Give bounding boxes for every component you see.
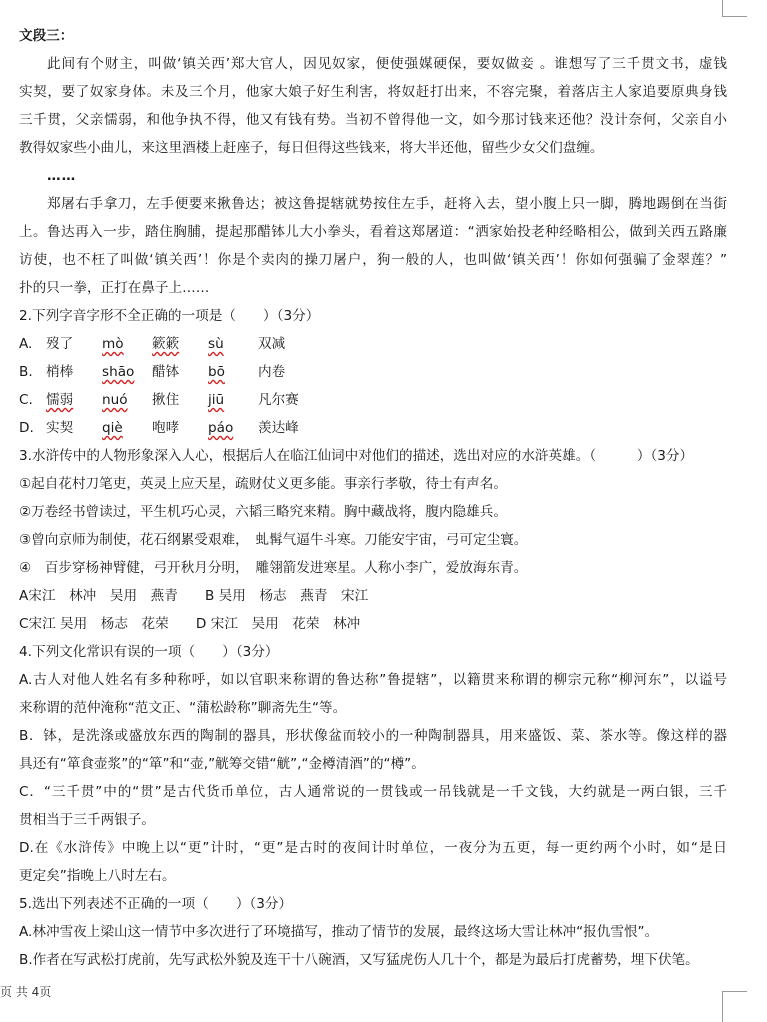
option-letter: C. [19,392,33,408]
question-3-item: ①起自花村刀笔吏，英灵上应天星，疏财仗义更多能。事亲行孝敬，待士有声名。 [19,476,507,492]
option-word: 内卷 [258,364,286,380]
question-5-stem: 5.选出下列表述不正确的一项（ ）（3分） [19,896,293,912]
question-3-stem: 3.水浒传中的人物形象深入人心，根据后人在临江仙词中对他们的描述，选出对应的水浒英雄。（ ）（3分） [19,448,694,464]
option-word: 双减 [258,336,286,352]
question-3-choices: C宋江 吴用 杨志 花荣 D 宋江 吴用 花荣 林冲 [19,616,361,632]
question-4-line: 来称谓的范仲淹称“范文正、“蒲松龄称”聊斋先生“等。 [19,700,347,716]
option-letter: B. [19,364,33,380]
passage-line: 扑的只一拳，正打在鼻子上…… [19,280,210,296]
question-4-line: 贯相当于三千两银子。 [19,812,155,828]
passage-line: 实契，要了奴家身体。未及三个月，他家大娘子好生利害，将奴赶打出来，不容完聚，着落店主人家追要原典身钱 [19,84,727,100]
page-corner-mark-bottom [722,991,747,1022]
question-2-option-d [19,414,727,442]
option-pinyin: páo [208,420,234,436]
passage-line: 访使，也不枉了叫做‘镇关西’！你是个卖肉的操刀屠户，狗一般的人，也叫做‘镇关西’！你如何强骗了金翠莲？” [19,252,727,268]
option-word: 凡尔赛 [258,392,299,408]
question-4-line: 具还有“箪食壶浆”的“箪”和“壶,”觥筹交错“觥”,“金樽清酒”的“樽”。 [19,756,425,772]
passage-line: 郑屠右手拿刀，左手便要来揪鲁达；被这鲁提辖就势按住左手，赶将入去，望小腹上只一脚，腾地踢倒在当街 [47,196,727,212]
question-4-line: D.在《水浒传》中晚上以“更”计时，“更”是古时的夜间计时单位，一夜分为五更，每一更约两个小时，如“是日 [19,840,727,856]
question-2-stem: 2.下列字音字形不全正确的一项是（ ）（3分） [19,308,320,324]
option-pinyin: sù [208,336,224,352]
option-word: 羡达峰 [258,420,299,436]
question-4-line: A.古人对他人姓名有多种称呼，如以官职来称谓的鲁达称”鲁提辖”，以籍贯来称谓的柳宗元称“柳河东”，以谥号 [19,672,727,688]
passage-line: 三千贯，父亲懦弱，和他争执不得，他又有钱有势。当初不曾得他一文，如今那讨钱来还他？没计奈何，父亲自小 [19,112,727,128]
document-body [19,22,727,974]
option-word: 簌簌 [152,336,180,352]
passage-line: 上。鲁达再入一步，踏住胸脯，提起那醋钵儿大小拳头，看着这郑屠道：“洒家始投老种经略相公，做到关西五路廉 [19,224,727,240]
page-corner-mark-top [722,0,747,17]
question-2-option-a [19,330,727,358]
question-4-line: B．钵，是洗涤或盛放东西的陶制的器具，形状像盆而较小的一种陶制器具，用来盛饭、菜、茶水等。像这样的器 [19,728,727,744]
question-5-line: A.林冲雪夜上梁山这一情节中多次进行了环境描写，推动了情节的发展，最终这场大雪让林冲“报仇雪恨”。 [19,924,659,940]
option-word: 懦弱 [46,392,74,408]
question-2-option-b [19,358,727,386]
option-pinyin: jiū [208,392,225,408]
question-3-choices: A宋江 林冲 吴用 燕青 B 吴用 杨志 燕青 宋江 [19,588,369,604]
passage-line: 教得奴家些小曲儿，来这里酒楼上赶座子，每日但得这些钱来，将大半还他，留些少女父们盘缠。 [19,140,604,156]
option-word: 揪住 [152,392,180,408]
question-3-item: ④ 百步穿杨神臂健，弓开秋月分明， 雕翎箭发进寒星。人称小李广，爱放海东青。 [19,560,528,576]
option-word: 实契 [46,420,74,436]
option-pinyin: nuó [102,392,128,408]
passage-ellipsis: …… [47,168,77,184]
question-3-item: ②万卷经书曾读过，平生机巧心灵，六韬三略究来精。胸中藏战将，腹内隐雄兵。 [19,504,507,520]
question-4-stem: 4.下列文化常识有误的一项（ ）（3分） [19,644,279,660]
page-footer: 页 共 4页 [0,985,52,999]
option-pinyin: shāo [102,364,135,380]
option-letter: D. [19,420,34,436]
option-pinyin: bō [208,364,225,380]
option-word: 醋钵 [152,364,180,380]
passage-line: 此间有个财主，叫做‘镇关西’郑大官人，因见奴家，便使强媒硬保，要奴做妾 。谁想写了三千贯文书，虚钱 [47,56,727,72]
question-4-line: C．“三千贯”中的“贯”是古代货币单位，古人通常说的一贯钱或一吊钱就是一千文钱，大约就是一两白银，三千 [19,784,727,800]
question-3-item: ③曾向京师为制使，花石纲累受艰难， 虬髯气逼牛斗寒。刀能安宇宙，弓可定尘寰。 [19,532,528,548]
option-word: 梢棒 [46,364,74,380]
option-pinyin: mò [102,336,124,352]
option-letter: A. [19,336,33,352]
question-4-line: 更定矣”指晚上八时左右。 [19,868,176,884]
option-pinyin: qiè [102,420,123,436]
section-title: 文段三： [19,28,74,44]
question-5-line: B.作者在写武松打虎前，先写武松外貌及连干十八碗酒，又写猛虎伤人几十个，都是为最后打虎蓄势，埋下伏笔。 [19,952,699,968]
question-2-option-c [19,386,727,414]
option-word: 咆哮 [152,420,180,436]
option-word: 歿了 [46,336,74,352]
